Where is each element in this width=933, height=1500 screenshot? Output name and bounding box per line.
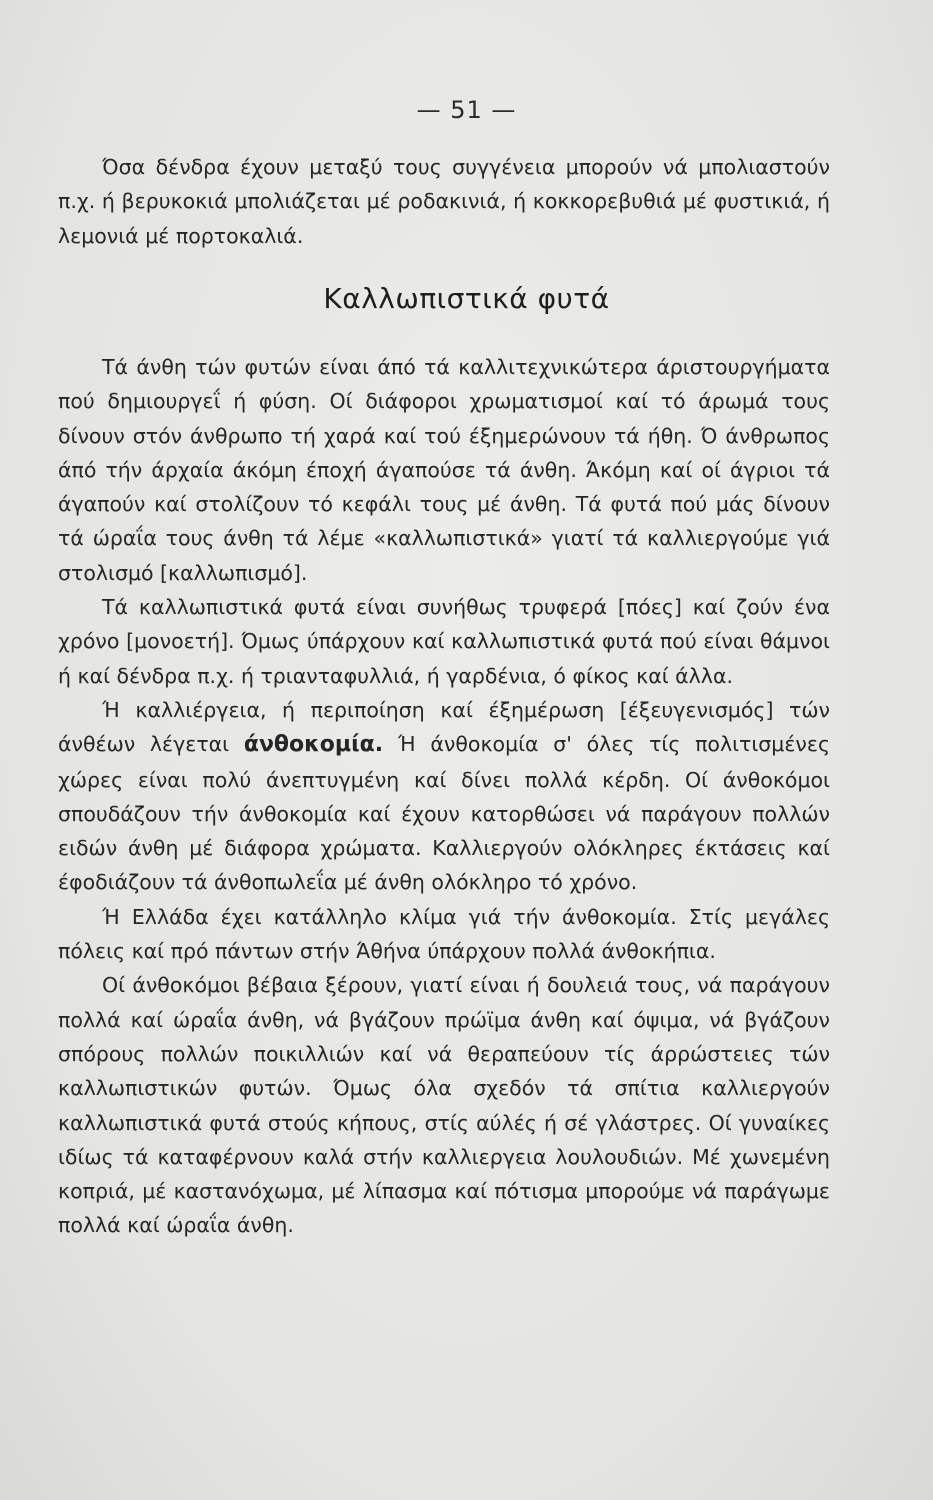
term-anthokomia: άνθοκομία. [243,732,384,758]
intro-paragraph: Όσα δένδρα έχουν μεταξύ τους συγγένεια μπορούν νά μπολιαστούν π.χ. ή βερυκοκιά μπολιάζεται μέ ροδακινιά, ή κοκκορεβυθιά μέ φυστικιά, ή λεμονιά μέ πορτοκαλιά. [58,155,830,248]
paragraph-1: Τά άνθη τών φυτών είναι άπό τά καλλιτεχνικώτερα άριστουργήματα πού δημιουργεΐ ή φύση. Οί διάφοροι χρωματισμοί καί τό άρωμά τους δίνουν στόν άνθρωπο τή χαρά καί τού έξημερώνουν τά ήθη. Ό άνθρωπος άπό τήν άρχαία άκόμη έποχή άγαπούσε τά άνθη. Άκόμη καί οί άγριοι τά άγαπούν καί στολίζουν τό κεφάλι τους μέ άνθη. Τά φυτά πού μάς δίνουν τά ώραΐα τους άνθη τά λέμε «καλλωπιστικά» γιατί τά καλλιεργούμε γιά στολισμό [καλλωπισμό]. [58,355,830,585]
paragraph-3-start: Ή καλλιέργεια, ή περιποίηση καί έξημέρωση [έξευγενισμός] τών άνθέων λέγεται [58,697,830,757]
section-title: Καλλωπιστικά φυτά [323,282,610,315]
paragraph-3-end: Ή άνθοκομία σ' όλες τίς πολιτισμένες χώρες είναι πολύ άνεπτυγμένη καί δίνει πολλά κέρδη. Οί άνθοκόμοι σπουδάζουν τήν άνθοκομία καί έχουν κατορθώσει νά παράγουν πολλών ειδών άνθη μέ διάφορα χρώματα. Καλλιεργούν ολόκληρες έκτάσεις καί έφοδιάζουν τά άνθοπωλεΐα μέ άνθη ολόκληρο τό χρόνο. [58,732,830,895]
paragraph-4: Ή Ελλάδα έχει κατάλληλο κλίμα γιά τήν άνθοκομία. Στίς μεγάλες πόλεις καί πρό πάντων στήν Άθήνα ύπάρχουν πολλά άνθοκήπια. [58,904,830,964]
section-body [58,350,830,1243]
intro-text [58,150,830,253]
page-number: — 51 — [416,96,517,124]
paragraph-5: Οί άνθοκόμοι βέβαια ξέρουν, γιατί είναι ή δουλειά τους, νά παράγουν πολλά καί ώραΐα άνθη, νά βγάζουν πρώϊμα άνθη καί όψιμα, νά βγάζουν σπόρους πολλών ποικιλλιών καί νά θεραπεύουν τίς άρρώστειες τών καλλωπιστικών φυτών. Όμως όλα σχεδόν τά σπίτια καλλιεργούν καλλωπιστικά φυτά στούς κήπους, στίς αύλές ή σέ γλάστρες. Οί γυναίκες ιδίως τά καταφέρνουν καλά στήν καλλιεργεια λουλουδιών. Μέ χωνεμένη κοπριά, μέ καστανόχωμα, μέ λίπασμα καί πότισμα μπορούμε νά παράγωμε πολλά καί ώραΐα άνθη. [58,973,830,1238]
paragraph-2: Τά καλλωπιστικά φυτά είναι συνήθως τρυφερά [πόες] καί ζούν ένα χρόνο [μονοετή]. Όμως ύπάρχουν καί καλλωπιστικά φυτά πού είναι θάμνοι ή καί δένδρα π.χ. ή τριανταφυλλιά, ή γαρδένια, ό φίκος καί άλλα. [58,595,830,688]
paragraph-3 [58,693,830,900]
